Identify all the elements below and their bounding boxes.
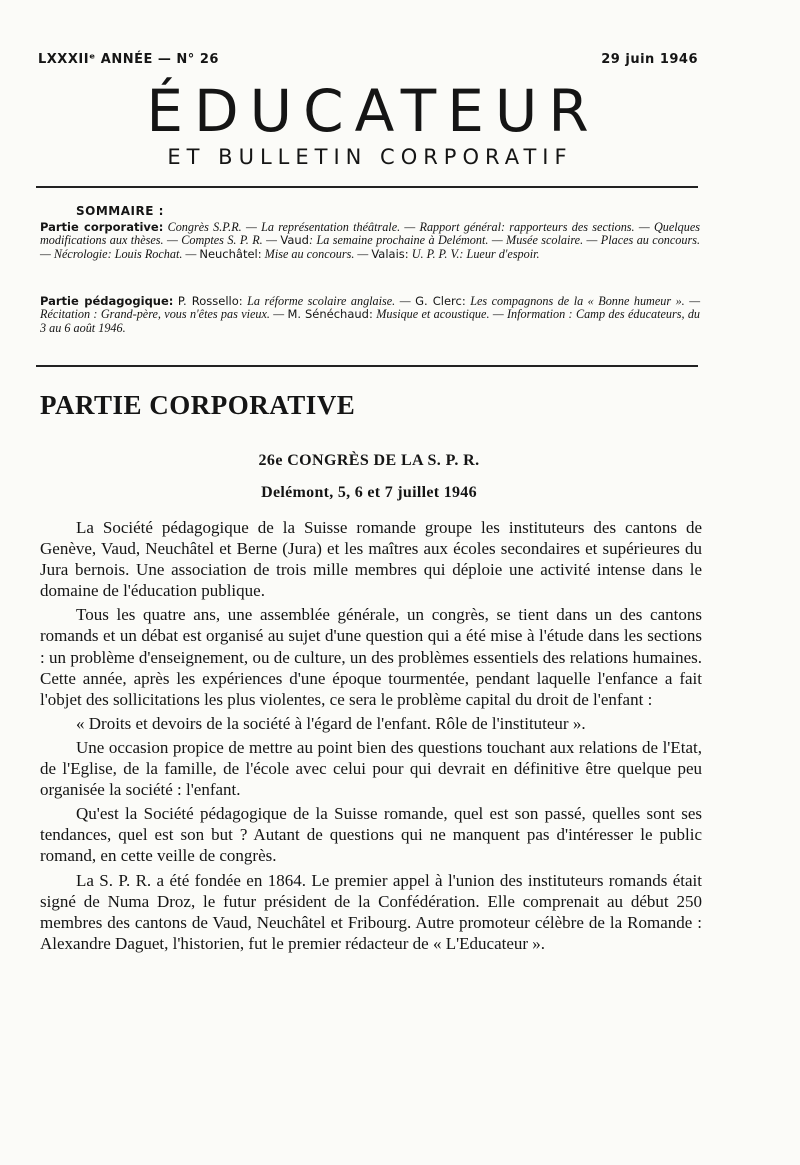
issue-date: 29 juin 1946 bbox=[601, 52, 698, 67]
paragraph-1: La Société pédagogique de la Suisse romande groupe les instituteurs des cantons de Genève, Vaud, Neuchâtel et Berne (Jura) et les maîtres aux écoles secondaires et supérieures du Jura bernois. Une association de trois mille membres qui déploie une activité intense dans le domaine de l'éducation publique. bbox=[40, 518, 702, 601]
sommaire-rule bbox=[36, 365, 698, 367]
sommaire-heading: SOMMAIRE : bbox=[76, 204, 164, 218]
paragraph-2: Tous les quatre ans, une assemblée générale, un congrès, se tient dans un des cantons romands et un débat est organisé au sujet d'une question qui a été mise à l'étude dans les sections : un problème d'enseignement, ou de culture, un des problèmes essentiels des relations humaines. Cette année, après les expériences d'une époque tourmentée, pendant laquelle l'enfance a fait l'objet des sollicitations les plus violentes, ce sera le problème capital du droit de l'enfant : bbox=[40, 605, 702, 709]
paragraph-3: « Droits et devoirs de la société à l'égard de l'enfant. Rôle de l'instituteur ». bbox=[76, 713, 586, 733]
corporative-text-4: U. P. P. V.: Lueur d'espoir. bbox=[411, 246, 540, 261]
paragraph-4: Une occasion propice de mettre au point bien des questions touchant aux relations de l'Etat, de l'Eglise, de la famille, de l'école avec celui pour qui devrait en définitive être quelque peu organisée la société : l'enfant. bbox=[40, 737, 702, 800]
issue-number: LXXXIIᵉ ANNÉE — N° 26 bbox=[38, 52, 219, 67]
valais-label: Valais: bbox=[371, 246, 409, 261]
clerc-author: G. Clerc: bbox=[415, 294, 466, 308]
rossello-author: P. Rossello: bbox=[177, 294, 243, 308]
pedagogique-text-3: Musique et acoustique. — Information : Camp des éducateurs, du 3 au 6 août 1946. bbox=[40, 307, 701, 335]
pedagogique-label: Partie pédagogique: bbox=[40, 294, 174, 308]
sommaire-corporative bbox=[40, 221, 700, 261]
header-rule bbox=[36, 186, 698, 188]
paragraph-6: La S. P. R. a été fondée en 1864. Le premier appel à l'union des instituteurs romands était signé de Numa Droz, le futur président de la Confédération. Elle comprenait au début 250 membres des cantons de Vaud, Neuchâtel et Fribourg. Autre promoteur célèbre de la Romande : Alexandre Daguet, l'historien, fut le premier rédacteur de « L'Educateur ». bbox=[40, 870, 702, 953]
senechaud-author: M. Sénéchaud: bbox=[287, 307, 373, 322]
pedagogique-text-2: Les compagnons de la « Bonne humeur ». — Récitation : Grand-père, vous n'êtes pas vieux. — bbox=[40, 294, 701, 322]
vaud-label: Vaud bbox=[280, 233, 309, 248]
corporative-text-2: : La semaine prochaine à Delémont. — Musée scolaire. — Places au concours. — Nécrologie: Louis Rochat. — bbox=[40, 233, 701, 261]
paragraph-5: Qu'est la Société pédagogique de la Suisse romande, quel est son passé, quelles sont ses tendances, quel est son but ? Autant de questions qui ne manquent pas d'intéresser le public romand, en cette veille de congrès. bbox=[40, 804, 702, 866]
neuchatel-label: Neuchâtel: bbox=[199, 246, 262, 261]
corporative-text-1: Congrès S.P.R. — La représentation théâtrale. — Rapport général: rapporteurs des sections. — Quelques modifications aux thèses. — Comptes S. P. R. — bbox=[40, 220, 700, 248]
corporative-text-3: Mise au concours. — bbox=[264, 246, 369, 261]
masthead-subtitle: ET BULLETIN CORPORATIF bbox=[167, 145, 573, 169]
sommaire-pedagogique bbox=[40, 295, 700, 335]
article-body bbox=[40, 517, 702, 957]
article-heading: 26e CONGRÈS DE LA S. P. R. bbox=[258, 452, 480, 469]
pedagogique-text-1: La réforme scolaire anglaise. — bbox=[247, 294, 411, 308]
article-subheading: Delémont, 5, 6 et 7 juillet 1946 bbox=[261, 484, 477, 501]
section-title: PARTIE CORPORATIVE bbox=[40, 390, 356, 420]
masthead-title: ÉDUCATEUR bbox=[146, 77, 600, 145]
corporative-label: Partie corporative: bbox=[40, 220, 164, 234]
